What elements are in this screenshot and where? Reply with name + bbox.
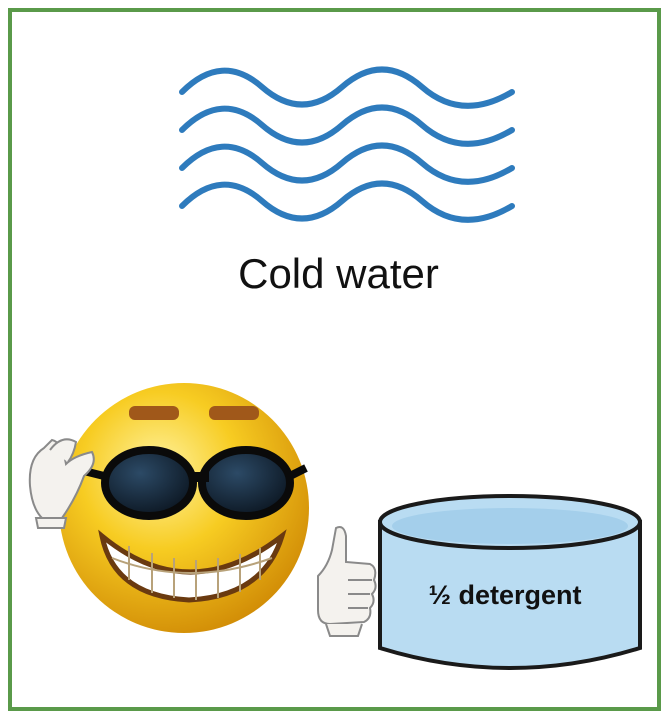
thumbs-up-hand xyxy=(308,520,378,640)
wave-line xyxy=(182,108,512,144)
cool-sunglasses-emoji xyxy=(14,368,314,658)
right-eyebrow xyxy=(209,406,259,420)
wave-line xyxy=(182,146,512,182)
left-eyebrow xyxy=(129,406,179,420)
container-label: ½ detergent xyxy=(428,580,582,610)
water-waves-icon xyxy=(172,52,532,232)
wave-line xyxy=(182,70,512,106)
wave-line xyxy=(182,184,512,220)
caption-text: Cold water xyxy=(238,250,439,297)
